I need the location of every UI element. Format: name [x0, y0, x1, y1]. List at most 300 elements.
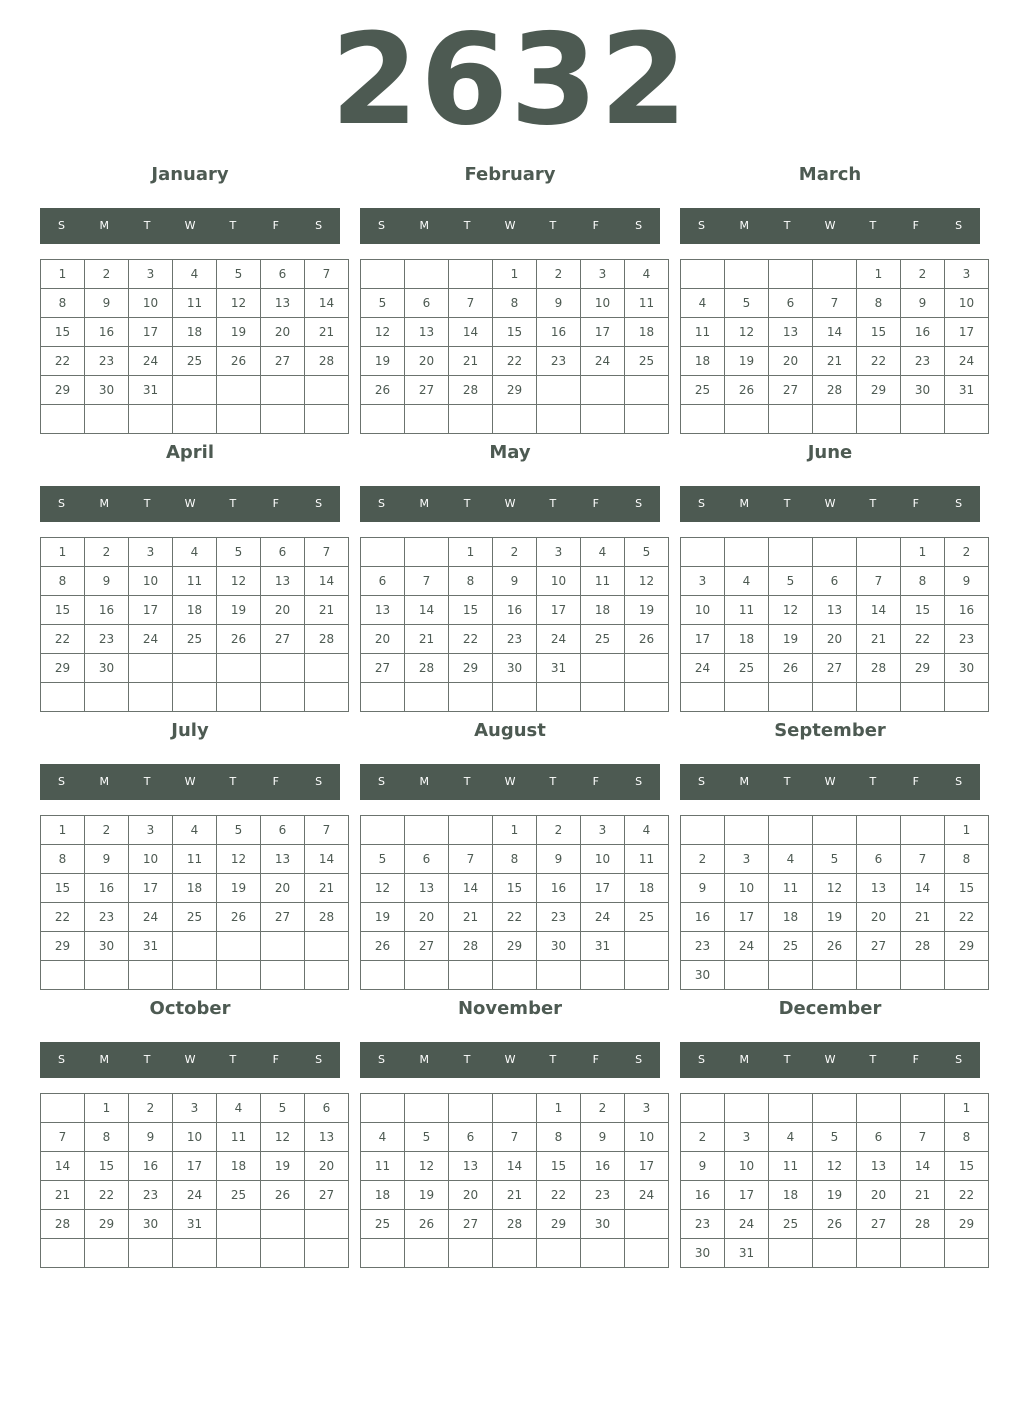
empty-day-cell	[261, 376, 305, 405]
day-cell: 26	[813, 1210, 857, 1239]
day-cell: 19	[769, 625, 813, 654]
day-cell: 19	[217, 596, 261, 625]
day-cell: 22	[945, 1181, 989, 1210]
day-cell: 9	[537, 289, 581, 318]
day-cell: 3	[681, 567, 725, 596]
weekday-label: M	[99, 219, 110, 232]
empty-day-cell	[725, 405, 769, 434]
day-cell: 3	[725, 1123, 769, 1152]
empty-day-cell	[493, 961, 537, 990]
day-cell: 11	[769, 874, 813, 903]
day-cell: 7	[813, 289, 857, 318]
weekday-label: T	[549, 497, 557, 510]
day-cell: 4	[625, 260, 669, 289]
day-cell: 27	[769, 376, 813, 405]
empty-day-cell	[901, 1239, 945, 1268]
weekday-label: S	[315, 775, 323, 788]
empty-day-cell	[945, 1239, 989, 1268]
day-cell: 19	[261, 1152, 305, 1181]
day-cell: 21	[305, 874, 349, 903]
day-cell: 18	[581, 596, 625, 625]
day-cell: 5	[217, 260, 261, 289]
day-cell: 6	[813, 567, 857, 596]
empty-day-cell	[769, 1239, 813, 1268]
day-cell: 21	[493, 1181, 537, 1210]
day-cell: 22	[85, 1181, 129, 1210]
day-cell: 30	[537, 932, 581, 961]
day-cell: 25	[625, 903, 669, 932]
empty-day-cell	[857, 1094, 901, 1123]
day-cell: 28	[41, 1210, 85, 1239]
day-cell: 5	[769, 567, 813, 596]
empty-day-cell	[813, 683, 857, 712]
empty-day-cell	[173, 654, 217, 683]
day-cell: 16	[85, 874, 129, 903]
day-cell: 5	[813, 1123, 857, 1152]
month-name: October	[149, 998, 231, 1019]
weekday-label: T	[229, 219, 237, 232]
weekday-header	[40, 486, 340, 522]
weekday-label: S	[377, 1053, 385, 1066]
day-cell: 6	[361, 567, 405, 596]
day-cell: 29	[537, 1210, 581, 1239]
day-cell: 21	[305, 596, 349, 625]
empty-day-cell	[493, 405, 537, 434]
day-cell: 30	[901, 376, 945, 405]
empty-day-cell	[85, 1239, 129, 1268]
empty-day-cell	[449, 1094, 493, 1123]
weekday-label: S	[635, 497, 643, 510]
day-cell: 8	[493, 289, 537, 318]
weekday-label: W	[504, 1053, 516, 1066]
day-cell: 19	[813, 1181, 857, 1210]
weekday-label: S	[697, 1053, 705, 1066]
day-cell: 14	[493, 1152, 537, 1181]
day-cell: 12	[769, 596, 813, 625]
weekday-label: S	[635, 1053, 643, 1066]
day-cell: 23	[85, 625, 129, 654]
day-cell: 22	[449, 625, 493, 654]
day-cell: 26	[725, 376, 769, 405]
day-cell: 20	[305, 1152, 349, 1181]
day-cell: 30	[945, 654, 989, 683]
day-cell: 17	[129, 874, 173, 903]
day-cell: 29	[857, 376, 901, 405]
weekday-label: F	[912, 775, 919, 788]
weekday-label: M	[99, 497, 110, 510]
day-cell: 5	[217, 816, 261, 845]
empty-day-cell	[261, 961, 305, 990]
day-cell: 4	[681, 289, 725, 318]
weekday-label: W	[504, 775, 516, 788]
day-cell: 15	[901, 596, 945, 625]
weekday-label: T	[143, 219, 151, 232]
day-cell: 6	[261, 260, 305, 289]
day-cell: 12	[725, 318, 769, 347]
day-cell: 16	[537, 874, 581, 903]
day-cell: 2	[85, 816, 129, 845]
day-cell: 11	[173, 567, 217, 596]
day-cell: 15	[493, 318, 537, 347]
weekday-label: S	[955, 497, 963, 510]
day-cell: 27	[405, 376, 449, 405]
day-cell: 11	[681, 318, 725, 347]
day-cell: 18	[681, 347, 725, 376]
empty-day-cell	[769, 683, 813, 712]
day-cell: 20	[261, 318, 305, 347]
empty-day-cell	[305, 376, 349, 405]
empty-day-cell	[405, 538, 449, 567]
day-cell: 23	[493, 625, 537, 654]
empty-day-cell	[537, 376, 581, 405]
day-cell: 23	[581, 1181, 625, 1210]
day-cell: 30	[681, 1239, 725, 1268]
day-grid	[360, 537, 669, 712]
day-cell: 19	[361, 347, 405, 376]
day-cell: 7	[41, 1123, 85, 1152]
empty-day-cell	[361, 683, 405, 712]
day-cell: 24	[945, 347, 989, 376]
day-cell: 9	[85, 567, 129, 596]
day-cell: 24	[537, 625, 581, 654]
day-cell: 20	[405, 903, 449, 932]
weekday-label: W	[504, 219, 516, 232]
day-cell: 10	[129, 567, 173, 596]
day-cell: 20	[857, 903, 901, 932]
day-cell: 12	[261, 1123, 305, 1152]
month-name: April	[165, 442, 215, 463]
empty-day-cell	[581, 1239, 625, 1268]
weekday-label: W	[824, 1053, 836, 1066]
empty-day-cell	[493, 683, 537, 712]
day-cell: 2	[945, 538, 989, 567]
empty-day-cell	[901, 816, 945, 845]
weekday-label: S	[955, 775, 963, 788]
weekday-label: W	[184, 1053, 196, 1066]
empty-day-cell	[901, 683, 945, 712]
empty-day-cell	[361, 1094, 405, 1123]
empty-day-cell	[405, 816, 449, 845]
weekday-label: M	[419, 497, 430, 510]
empty-day-cell	[261, 654, 305, 683]
day-cell: 29	[493, 376, 537, 405]
day-cell: 3	[129, 816, 173, 845]
empty-day-cell	[361, 1239, 405, 1268]
day-cell: 19	[361, 903, 405, 932]
weekday-label: S	[635, 219, 643, 232]
empty-day-cell	[901, 961, 945, 990]
day-cell: 31	[581, 932, 625, 961]
day-cell: 19	[217, 318, 261, 347]
empty-day-cell	[857, 405, 901, 434]
day-cell: 2	[537, 816, 581, 845]
day-cell: 14	[813, 318, 857, 347]
day-cell: 17	[681, 625, 725, 654]
empty-day-cell	[129, 683, 173, 712]
day-cell: 8	[537, 1123, 581, 1152]
day-cell: 30	[493, 654, 537, 683]
day-cell: 4	[581, 538, 625, 567]
day-cell: 19	[813, 903, 857, 932]
day-cell: 26	[261, 1181, 305, 1210]
empty-day-cell	[537, 405, 581, 434]
empty-day-cell	[857, 816, 901, 845]
day-cell: 31	[129, 376, 173, 405]
day-cell: 6	[261, 538, 305, 567]
day-cell: 21	[901, 903, 945, 932]
weekday-header	[40, 764, 340, 800]
day-cell: 25	[173, 903, 217, 932]
day-cell: 21	[857, 625, 901, 654]
empty-day-cell	[625, 1210, 669, 1239]
empty-day-cell	[449, 816, 493, 845]
day-cell: 29	[41, 376, 85, 405]
day-cell: 16	[537, 318, 581, 347]
day-cell: 11	[625, 289, 669, 318]
day-cell: 1	[945, 816, 989, 845]
weekday-label: S	[377, 497, 385, 510]
day-cell: 27	[449, 1210, 493, 1239]
weekday-label: T	[869, 1053, 877, 1066]
empty-day-cell	[625, 654, 669, 683]
day-cell: 13	[449, 1152, 493, 1181]
day-cell: 14	[901, 1152, 945, 1181]
empty-day-cell	[813, 405, 857, 434]
weekday-label: S	[315, 219, 323, 232]
day-cell: 23	[681, 932, 725, 961]
day-cell: 25	[581, 625, 625, 654]
weekday-label: T	[783, 1053, 791, 1066]
day-cell: 9	[681, 1152, 725, 1181]
empty-day-cell	[217, 376, 261, 405]
day-cell: 16	[945, 596, 989, 625]
month-name: August	[474, 720, 546, 741]
empty-day-cell	[405, 260, 449, 289]
empty-day-cell	[361, 961, 405, 990]
weekday-label: M	[739, 497, 750, 510]
empty-day-cell	[305, 932, 349, 961]
day-cell: 12	[813, 874, 857, 903]
empty-day-cell	[129, 405, 173, 434]
day-cell: 11	[361, 1152, 405, 1181]
day-cell: 29	[945, 932, 989, 961]
day-cell: 3	[173, 1094, 217, 1123]
day-cell: 7	[449, 845, 493, 874]
empty-day-cell	[217, 932, 261, 961]
day-cell: 16	[901, 318, 945, 347]
weekday-label: T	[463, 497, 471, 510]
day-cell: 11	[769, 1152, 813, 1181]
day-cell: 8	[41, 845, 85, 874]
day-cell: 7	[857, 567, 901, 596]
day-cell: 8	[901, 567, 945, 596]
day-cell: 20	[261, 874, 305, 903]
weekday-label: F	[592, 775, 599, 788]
day-cell: 24	[129, 625, 173, 654]
weekday-label: W	[824, 497, 836, 510]
day-cell: 22	[41, 347, 85, 376]
day-cell: 22	[41, 625, 85, 654]
empty-day-cell	[261, 1239, 305, 1268]
day-cell: 6	[305, 1094, 349, 1123]
day-cell: 18	[625, 318, 669, 347]
month-name: March	[798, 164, 862, 185]
day-cell: 27	[261, 347, 305, 376]
day-cell: 24	[725, 932, 769, 961]
weekday-label: M	[419, 775, 430, 788]
day-cell: 26	[217, 903, 261, 932]
day-cell: 31	[725, 1239, 769, 1268]
weekday-label: M	[739, 219, 750, 232]
weekday-label: T	[229, 1053, 237, 1066]
day-cell: 3	[625, 1094, 669, 1123]
weekday-label: T	[229, 497, 237, 510]
weekday-label: T	[143, 775, 151, 788]
day-grid	[680, 537, 989, 712]
day-cell: 27	[857, 932, 901, 961]
day-cell: 27	[261, 903, 305, 932]
day-cell: 14	[405, 596, 449, 625]
day-cell: 14	[449, 318, 493, 347]
weekday-header	[360, 208, 660, 244]
day-cell: 30	[129, 1210, 173, 1239]
empty-day-cell	[129, 961, 173, 990]
day-cell: 3	[945, 260, 989, 289]
empty-day-cell	[173, 405, 217, 434]
day-cell: 10	[725, 1152, 769, 1181]
day-cell: 6	[261, 816, 305, 845]
day-cell: 23	[681, 1210, 725, 1239]
day-cell: 27	[857, 1210, 901, 1239]
day-cell: 14	[857, 596, 901, 625]
day-cell: 9	[681, 874, 725, 903]
day-cell: 23	[129, 1181, 173, 1210]
weekday-label: W	[184, 219, 196, 232]
day-cell: 30	[681, 961, 725, 990]
empty-day-cell	[625, 683, 669, 712]
empty-day-cell	[305, 1210, 349, 1239]
weekday-header	[360, 1042, 660, 1078]
day-cell: 27	[261, 625, 305, 654]
day-cell: 7	[405, 567, 449, 596]
weekday-header	[360, 486, 660, 522]
empty-day-cell	[725, 961, 769, 990]
day-cell: 17	[725, 1181, 769, 1210]
day-cell: 19	[725, 347, 769, 376]
day-cell: 9	[537, 845, 581, 874]
day-cell: 26	[361, 932, 405, 961]
weekday-label: F	[272, 497, 279, 510]
day-cell: 18	[625, 874, 669, 903]
month-name: December	[778, 998, 882, 1019]
weekday-header	[680, 1042, 980, 1078]
day-cell: 25	[173, 625, 217, 654]
day-cell: 24	[625, 1181, 669, 1210]
month-name: June	[807, 442, 853, 463]
day-cell: 3	[129, 538, 173, 567]
day-cell: 3	[725, 845, 769, 874]
day-cell: 15	[449, 596, 493, 625]
day-cell: 2	[537, 260, 581, 289]
day-cell: 16	[129, 1152, 173, 1181]
day-cell: 15	[41, 874, 85, 903]
day-cell: 14	[41, 1152, 85, 1181]
day-cell: 19	[217, 874, 261, 903]
weekday-label: S	[635, 775, 643, 788]
day-cell: 22	[41, 903, 85, 932]
day-cell: 15	[537, 1152, 581, 1181]
day-cell: 12	[217, 289, 261, 318]
day-cell: 24	[581, 347, 625, 376]
day-cell: 26	[625, 625, 669, 654]
day-cell: 18	[361, 1181, 405, 1210]
weekday-label: T	[463, 775, 471, 788]
day-cell: 26	[813, 932, 857, 961]
day-cell: 20	[449, 1181, 493, 1210]
empty-day-cell	[857, 683, 901, 712]
day-cell: 29	[945, 1210, 989, 1239]
weekday-label: S	[57, 1053, 65, 1066]
empty-day-cell	[449, 260, 493, 289]
day-cell: 18	[769, 903, 813, 932]
day-cell: 8	[449, 567, 493, 596]
day-cell: 15	[945, 874, 989, 903]
day-cell: 11	[173, 845, 217, 874]
day-cell: 3	[581, 816, 625, 845]
empty-day-cell	[493, 1094, 537, 1123]
day-cell: 26	[769, 654, 813, 683]
day-cell: 13	[857, 874, 901, 903]
day-grid	[360, 259, 669, 434]
day-cell: 5	[261, 1094, 305, 1123]
day-cell: 10	[725, 874, 769, 903]
empty-day-cell	[581, 683, 625, 712]
weekday-label: M	[419, 219, 430, 232]
day-cell: 4	[769, 1123, 813, 1152]
day-cell: 14	[901, 874, 945, 903]
empty-day-cell	[173, 376, 217, 405]
day-cell: 2	[85, 260, 129, 289]
empty-day-cell	[405, 1239, 449, 1268]
day-cell: 12	[217, 845, 261, 874]
empty-day-cell	[581, 405, 625, 434]
empty-day-cell	[725, 538, 769, 567]
day-cell: 5	[813, 845, 857, 874]
weekday-label: T	[463, 219, 471, 232]
day-cell: 13	[813, 596, 857, 625]
day-cell: 25	[217, 1181, 261, 1210]
day-cell: 4	[173, 260, 217, 289]
weekday-header	[680, 764, 980, 800]
weekday-label: M	[739, 1053, 750, 1066]
weekday-header	[680, 208, 980, 244]
day-cell: 8	[41, 289, 85, 318]
empty-day-cell	[305, 1239, 349, 1268]
empty-day-cell	[537, 1239, 581, 1268]
day-cell: 16	[85, 596, 129, 625]
day-cell: 21	[813, 347, 857, 376]
weekday-label: W	[184, 497, 196, 510]
day-cell: 5	[625, 538, 669, 567]
weekday-label: S	[315, 497, 323, 510]
day-cell: 13	[305, 1123, 349, 1152]
day-cell: 22	[901, 625, 945, 654]
day-cell: 1	[537, 1094, 581, 1123]
empty-day-cell	[725, 683, 769, 712]
empty-day-cell	[405, 961, 449, 990]
empty-day-cell	[173, 961, 217, 990]
day-grid	[680, 815, 989, 990]
